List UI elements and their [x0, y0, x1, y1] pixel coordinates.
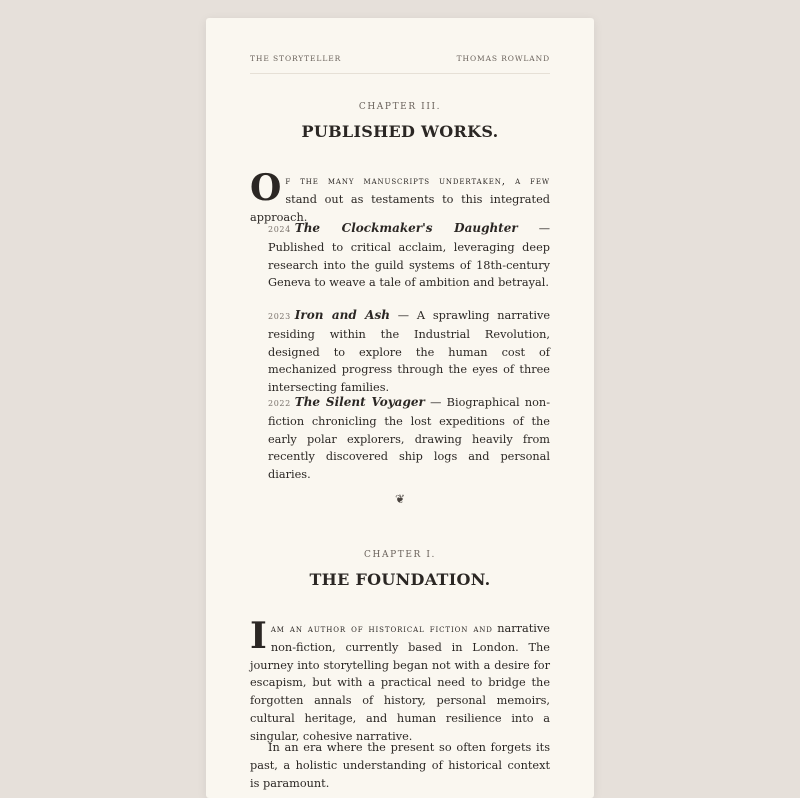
header-divider [250, 73, 550, 74]
work-year: 2024 [268, 225, 291, 234]
work-title: The Clockmaker's Daughter [294, 221, 518, 235]
book-page [206, 18, 594, 798]
work-entry [268, 220, 550, 292]
fleuron-ornament-icon: ❦ [394, 492, 406, 506]
running-head-title: THE STORYTELLER [250, 54, 342, 63]
drop-cap: I [250, 615, 267, 657]
work-entry [268, 394, 550, 484]
intro-text: stand out as testaments to this integrated approach. [250, 192, 550, 224]
intro-small-caps: f the many manuscripts undertaken, a few [285, 175, 550, 187]
chapter-title: THE FOUNDATION. [309, 570, 491, 589]
work-description: — Biographical non-fiction chronicling the lost expeditions of the early polar explorers, drawing heavily from recently discovered ship logs and personal diaries. [268, 396, 551, 482]
chapter-title: PUBLISHED WORKS. [301, 122, 499, 141]
drop-cap: O [250, 167, 282, 209]
work-title: The Silent Voyager [294, 395, 425, 409]
paragraph-small-caps: am an author of historical fiction and [270, 623, 493, 635]
work-description: — Published to critical acclaim, leveraging deep research into the guild systems of 18th-century Geneva to weave a tale of ambition and betrayal. [268, 222, 550, 290]
work-entry [268, 307, 550, 397]
chapter-paragraph: In an era where the present so often forgets its past, a holistic understanding of historical context is paramount. [250, 741, 550, 790]
chapter-label: CHAPTER I. [364, 550, 436, 560]
work-description: — A sprawling narrative residing within the Industrial Revolution, designed to explore the human cost of mechanized progress through the eyes of three intersecting families. [268, 309, 551, 395]
chapter-intro [250, 167, 550, 226]
running-head [250, 54, 550, 63]
work-year: 2023 [268, 312, 291, 321]
chapter-paragraph [250, 615, 550, 746]
paragraph-text: narrative non-fiction, currently based in London. The journey into storytelling began not with a desire for escapism, but with a practical need to bridge the forgotten annals of history, personal memoirs, cultural heritage, and human resilience into a singular, cohesive narrative. [250, 622, 550, 743]
running-head-author: THOMAS ROWLAND [456, 54, 550, 63]
chapter-label: CHAPTER III. [358, 102, 442, 112]
work-title: Iron and Ash [294, 308, 390, 322]
work-year: 2022 [268, 399, 291, 408]
